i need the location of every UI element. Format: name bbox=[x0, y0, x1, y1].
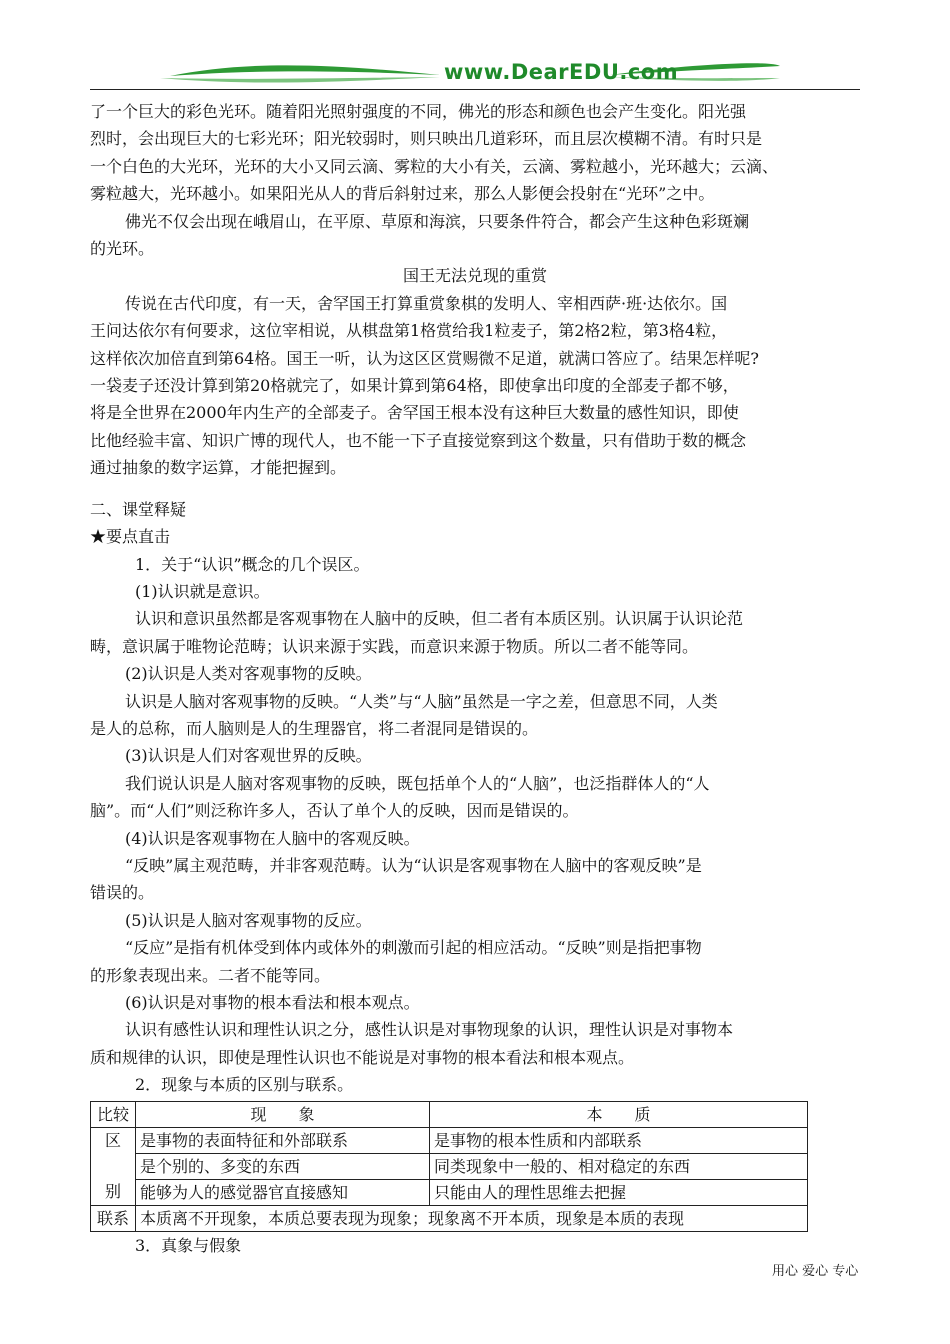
text-line: 佛光不仅会出现在峨眉山，在平原、草原和海滨，只要条件符合，都会产生这种色彩斑斓 bbox=[125, 211, 750, 231]
text-line: 是人的总称，而人脑则是人的生理器官，将二者混同是错误的。 bbox=[90, 718, 539, 738]
text-line: 雾粒越大，光环越小。如果阳光从人的背后斜射过来，那么人影便会投射在“光环”之中。 bbox=[90, 184, 715, 204]
text-line: “反映”属主观范畴，并非客观范畴。认为“认识是客观事物在人脑中的客观反映”是 bbox=[125, 855, 702, 875]
story-title: 国王无法兑现的重赏 bbox=[402, 266, 547, 286]
link-label: 联系 bbox=[91, 1205, 136, 1231]
page-footer: 用心 爱心 专心 bbox=[772, 1264, 859, 1279]
table-row bbox=[91, 1153, 808, 1179]
diff-label-top: 区 bbox=[91, 1127, 136, 1153]
table-cell: 本质离不开现象，本质总要表现为现象；现象离不开本质，现象是本质的表现 bbox=[136, 1205, 808, 1231]
text-line: 的形象表现出来。二者不能等同。 bbox=[90, 965, 331, 985]
table-header-row bbox=[91, 1101, 808, 1127]
comparison-table bbox=[90, 1101, 808, 1232]
diff-label-bottom: 别 bbox=[91, 1179, 136, 1205]
table-header-cell: 本 质 bbox=[430, 1101, 808, 1127]
text-line: 通过抽象的数字运算，才能把握到。 bbox=[90, 458, 347, 478]
text-line: 一个白色的大光环，光环的大小又同云滴、雾粒的大小有关，云滴、雾粒越小，光环越大；云滴、 bbox=[90, 156, 779, 176]
text-line: 烈时，会出现巨大的七彩光环；阳光较弱时，则只映出几道彩环，而且层次模糊不清。有时只是 bbox=[90, 129, 763, 149]
text-line: 认识有感性认识和理性认识之分，感性认识是对事物现象的认识，理性认识是对事物本 bbox=[125, 1020, 734, 1040]
misconception-heading: (6)认识是对事物的根本看法和根本观点。 bbox=[125, 993, 420, 1012]
misconception-heading: (3)认识是人们对客观世界的反映。 bbox=[125, 746, 372, 766]
header-divider bbox=[90, 89, 860, 90]
table-row bbox=[91, 1179, 808, 1205]
text-line: 认识和意识虽然都是客观事物在人脑中的反映，但二者有本质区别。认识属于认识论范 bbox=[135, 609, 744, 629]
item-title: 2．现象与本质的区别与联系。 bbox=[135, 1075, 354, 1095]
table-row bbox=[91, 1127, 808, 1153]
document-body bbox=[90, 98, 860, 1259]
site-header bbox=[90, 56, 860, 92]
misconception-heading: (4)认识是客观事物在人脑中的客观反映。 bbox=[125, 828, 420, 848]
table-cell: 只能由人的理性思维去把握 bbox=[430, 1179, 808, 1205]
text-line: 脑”。而“人们”则泛称许多人，否认了单个人的反映，因而是错误的。 bbox=[90, 801, 579, 821]
item-title: 3．真象与假象 bbox=[135, 1235, 242, 1255]
table-row bbox=[91, 1205, 808, 1231]
text-line: 传说在古代印度，有一天，舍罕国王打算重赏象棋的发明人、宰相西萨·班·达依尔。国 bbox=[125, 293, 728, 313]
table-cell: 同类现象中一般的、相对稳定的东西 bbox=[430, 1153, 808, 1179]
text-line: 质和规律的认识，即使是理性认识也不能说是对事物的根本看法和根本观点。 bbox=[90, 1047, 635, 1067]
text-line: 畴，意识属于唯物论范畴；认识来源于实践，而意识来源于物质。所以二者不能等同。 bbox=[90, 636, 699, 656]
misconception-heading: (1)认识就是意识。 bbox=[135, 581, 270, 601]
text-line: 我们说认识是人脑对客观事物的反映，既包括单个人的“人脑”，也泛指群体人的“人 bbox=[125, 773, 710, 793]
text-line: 王问达依尔有何要求，这位宰相说，从棋盘第1格赏给我1粒麦子，第2格2粒，第3格4粒， bbox=[90, 321, 728, 341]
table-cell: 是个别的、多变的东西 bbox=[136, 1153, 430, 1179]
table-cell: 能够为人的感觉器官直接感知 bbox=[136, 1179, 430, 1205]
text-line: 这样依次加倍直到第64格。国王一听，认为这区区赏赐微不足道，就满口答应了。结果怎样呢? bbox=[90, 348, 759, 368]
table-header-cell: 比较 bbox=[91, 1101, 136, 1127]
table-cell: 是事物的表面特征和外部联系 bbox=[136, 1127, 430, 1153]
key-points-heading: ★要点直击 bbox=[90, 527, 171, 547]
text-line: 的光环。 bbox=[90, 239, 155, 259]
misconception-heading: (2)认识是人类对客观事物的反映。 bbox=[125, 664, 372, 684]
table-cell: 是事物的根本性质和内部联系 bbox=[430, 1127, 808, 1153]
text-line: 一袋麦子还没计算到第20格就完了，如果计算到第64格，即使拿出印度的全部麦子都不够， bbox=[90, 376, 739, 396]
text-line: 错误的。 bbox=[90, 883, 155, 903]
text-line: 了一个巨大的彩色光环。随着阳光照射强度的不同，佛光的形态和颜色也会产生变化。阳光强 bbox=[90, 102, 747, 121]
text-line: 认识是人脑对客观事物的反映。“人类”与“人脑”虽然是一字之差，但意思不同，人类 bbox=[125, 691, 718, 711]
section-heading: 二、课堂释疑 bbox=[90, 499, 187, 519]
text-line: 比他经验丰富、知识广博的现代人，也不能一下子直接觉察到这个数量，只有借助于数的概念 bbox=[90, 430, 747, 450]
text-line: “反应”是指有机体受到体内或体外的刺激而引起的相应活动。“反映”则是指把事物 bbox=[125, 938, 702, 958]
misconception-heading: (5)认识是人脑对客观事物的反应。 bbox=[125, 910, 372, 930]
text-line: 将是全世界在2000年内生产的全部麦子。舍罕国王根本没有这种巨大数量的感性知识，即使 bbox=[90, 403, 739, 423]
item-title: 1．关于“认识”概念的几个误区。 bbox=[135, 554, 370, 574]
site-logo-text[interactable]: www.DearEDU.com bbox=[444, 60, 679, 84]
table-header-cell: 现 象 bbox=[136, 1101, 430, 1127]
